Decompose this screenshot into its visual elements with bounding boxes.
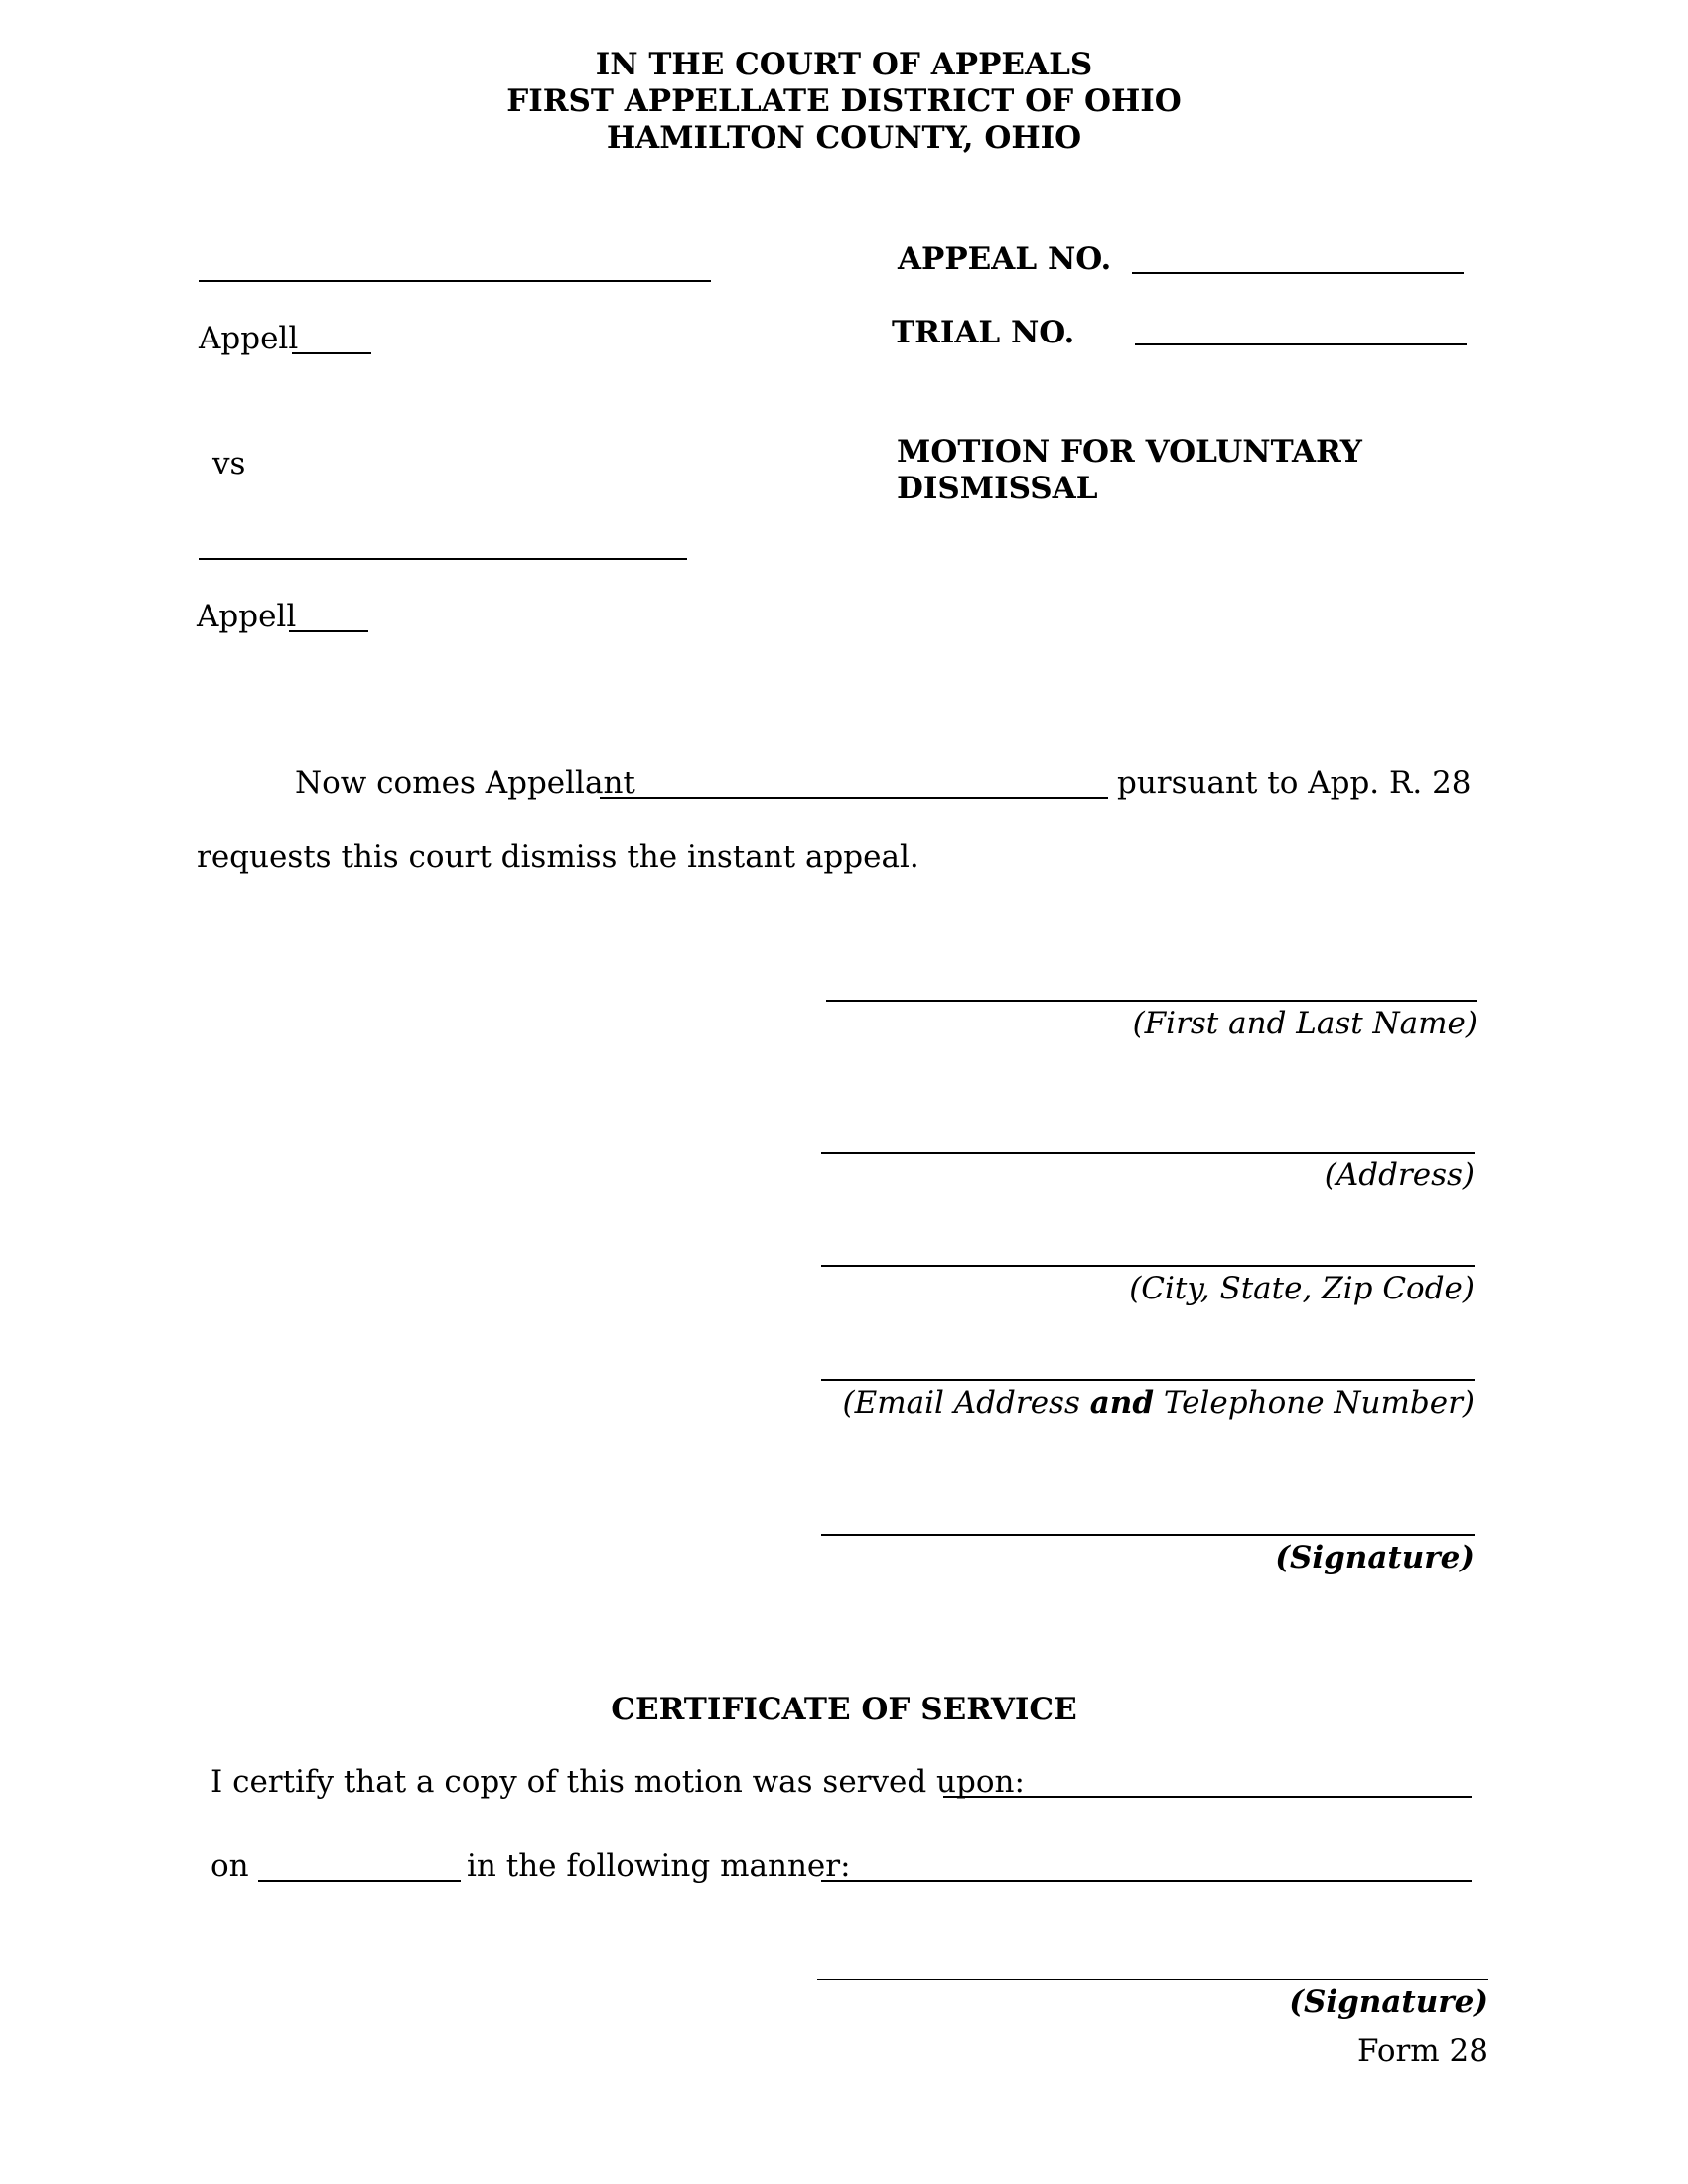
city-state-zip-caption: (City, State, Zip Code) (1129, 1271, 1475, 1306)
address-caption: (Address) (1324, 1158, 1475, 1193)
appellant-name-line[interactable] (600, 797, 1108, 799)
city-state-zip-line[interactable] (821, 1265, 1475, 1267)
email-phone-caption-part-2: Telephone Number) (1154, 1385, 1475, 1421)
motion-sentence-mid: pursuant to App. R. 28 (1117, 765, 1472, 801)
email-phone-line[interactable] (821, 1379, 1475, 1381)
motion-sentence-end: requests this court dismiss the instant appeal. (197, 839, 919, 875)
email-phone-caption-part-1: (Email Address (842, 1385, 1090, 1421)
manner-label: in the following manner: (467, 1848, 851, 1884)
form-number: Form 28 (1357, 2033, 1488, 2069)
motion-sentence-start: Now comes Appellant (295, 765, 635, 801)
address-line[interactable] (821, 1152, 1475, 1154)
court-header-line-1: IN THE COURT OF APPEALS (595, 47, 1093, 82)
email-phone-caption (821, 1384, 1475, 1422)
party-2-label: Appell (197, 599, 297, 634)
versus-label: vs (212, 446, 246, 481)
party-2-name-line[interactable] (199, 558, 687, 560)
appeal-no-line[interactable] (1132, 272, 1464, 274)
certificate-title: CERTIFICATE OF SERVICE (611, 1692, 1077, 1727)
name-line[interactable] (826, 1000, 1477, 1002)
party-2-suffix-line[interactable] (289, 630, 368, 632)
certificate-signature-line[interactable] (817, 1979, 1488, 1980)
service-date-line[interactable] (258, 1880, 461, 1882)
certificate-signature-caption: (Signature) (1289, 1984, 1488, 2020)
court-header-line-3: HAMILTON COUNTY, OHIO (606, 120, 1082, 156)
motion-title-line-2: DISMISSAL (897, 471, 1098, 506)
email-phone-caption-and: and (1089, 1385, 1155, 1421)
trial-no-line[interactable] (1135, 343, 1467, 345)
signature-line[interactable] (821, 1534, 1475, 1536)
party-1-name-line[interactable] (199, 280, 711, 282)
name-caption: (First and Last Name) (1132, 1006, 1477, 1041)
court-header-line-2: FIRST APPELLATE DISTRICT OF OHIO (506, 83, 1182, 119)
trial-no-label: TRIAL NO. (892, 315, 1075, 350)
on-label: on (211, 1848, 249, 1884)
served-upon-text: I certify that a copy of this motion was served upon: (211, 1764, 1025, 1800)
served-upon-line[interactable] (943, 1796, 1472, 1798)
appeal-no-label: APPEAL NO. (898, 241, 1112, 277)
motion-title-line-1: MOTION FOR VOLUNTARY (897, 434, 1362, 470)
party-1-suffix-line[interactable] (292, 352, 371, 354)
signature-caption: (Signature) (1275, 1540, 1475, 1575)
party-1-label: Appell (199, 321, 299, 356)
service-manner-line[interactable] (821, 1880, 1472, 1882)
